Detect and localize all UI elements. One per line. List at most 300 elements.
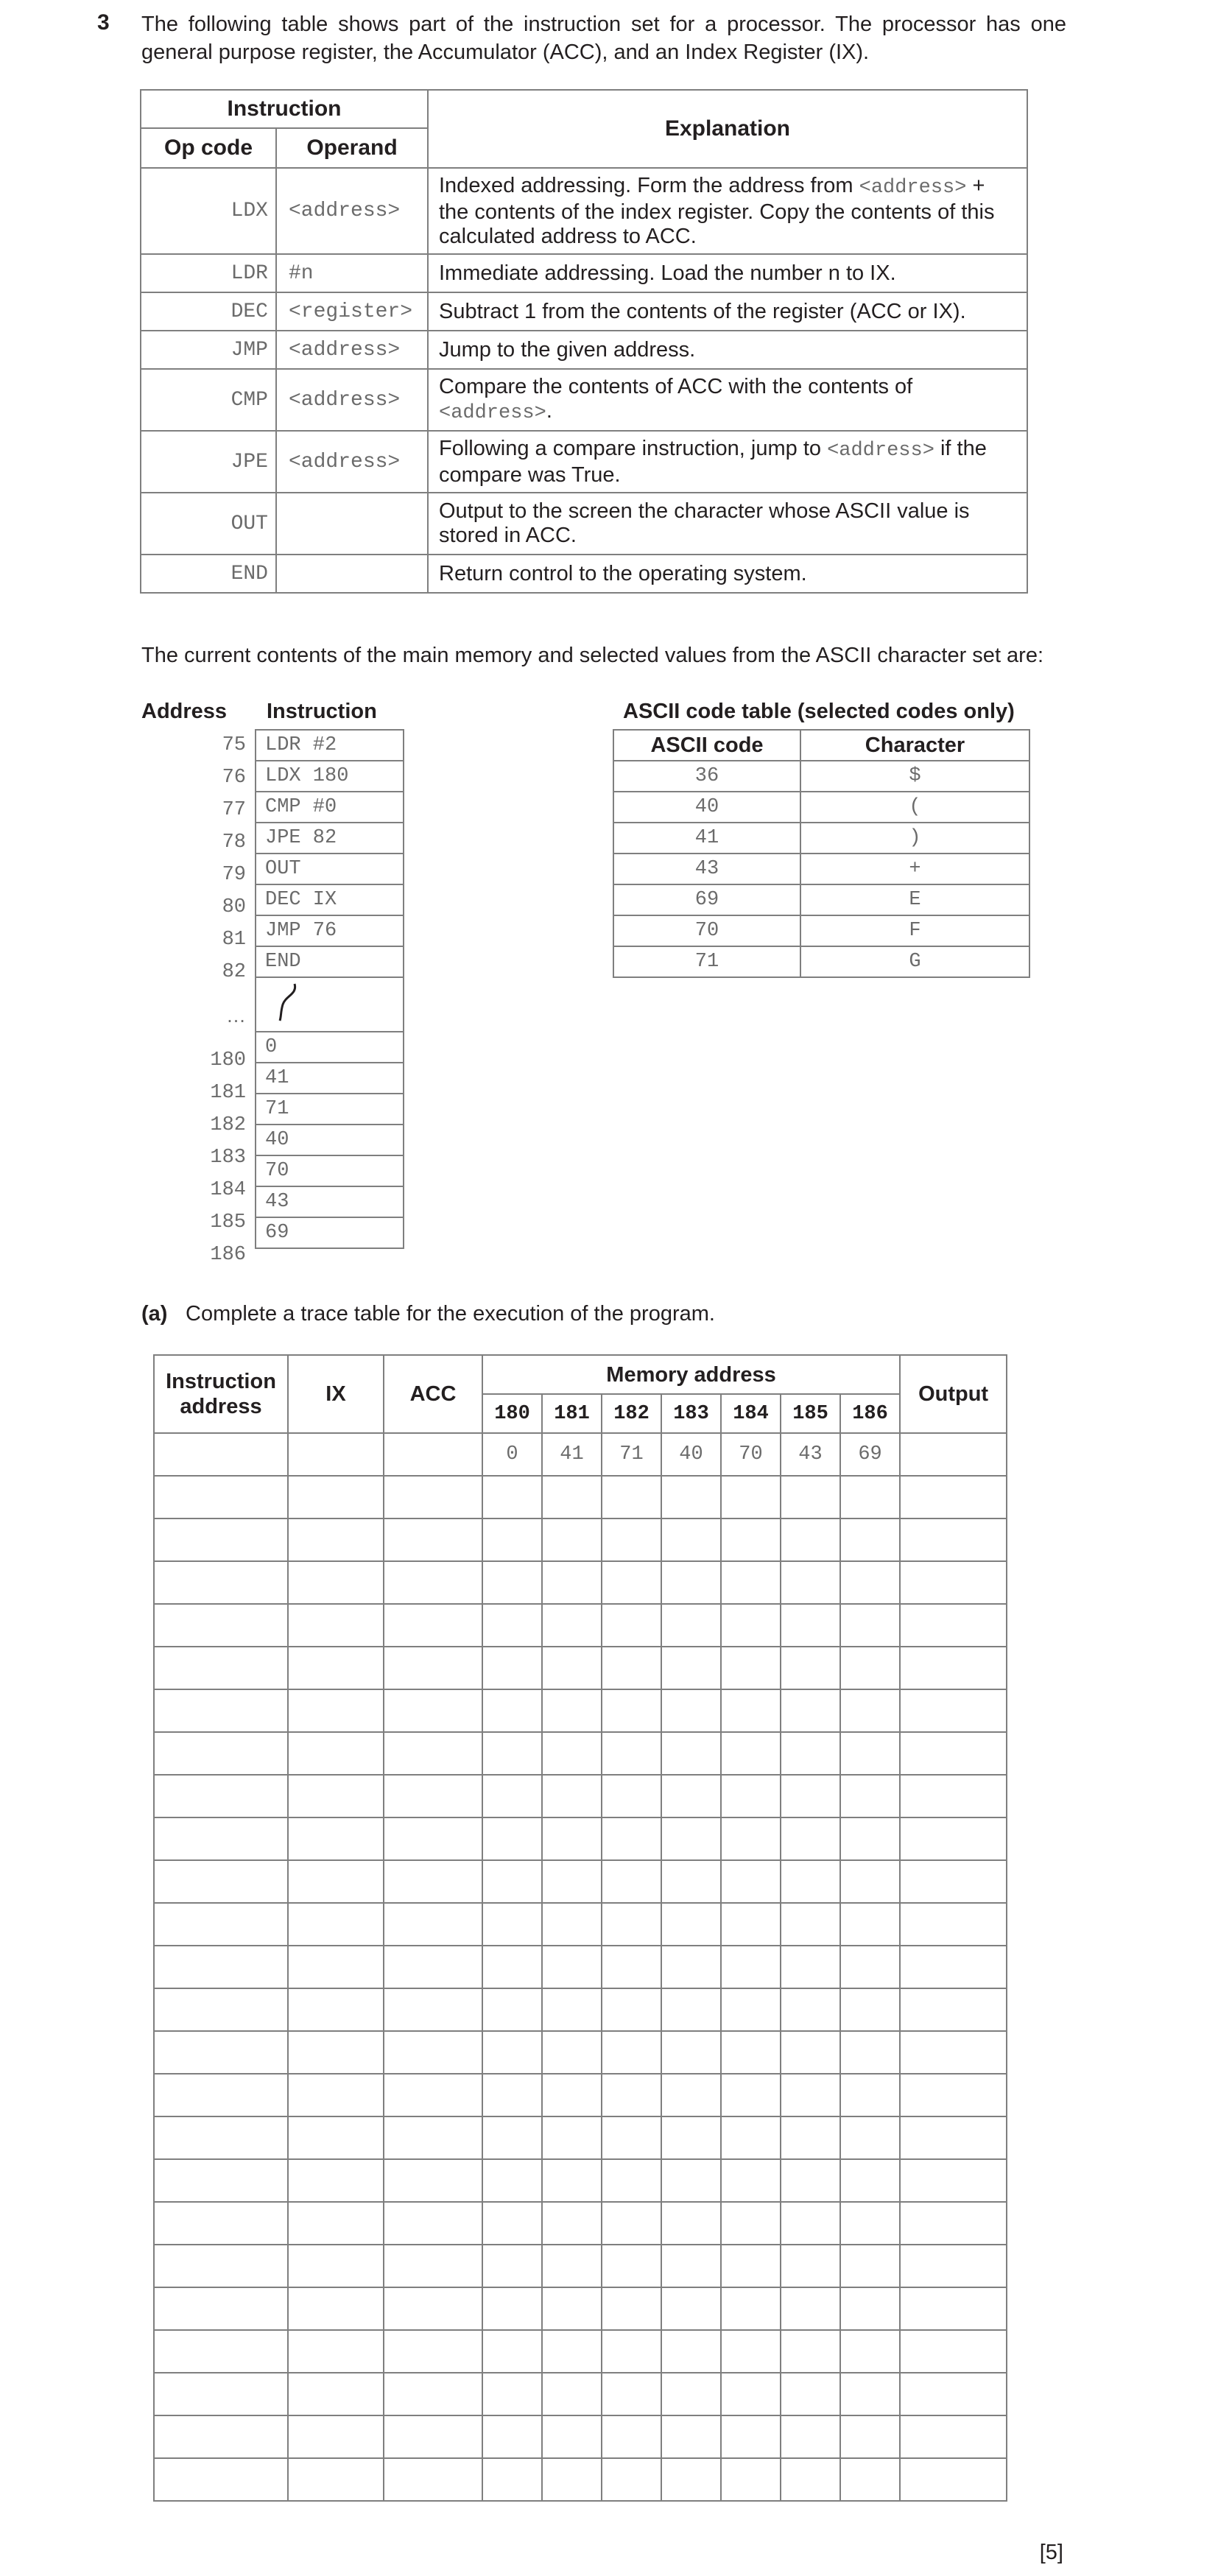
- trace-input-cell[interactable]: [482, 1561, 542, 1604]
- trace-input-cell[interactable]: [661, 2031, 721, 2074]
- trace-input-cell[interactable]: [288, 2458, 384, 2501]
- trace-input-cell[interactable]: [900, 1604, 1007, 1647]
- operand-cell: <address>: [276, 331, 428, 369]
- trace-input-cell[interactable]: [900, 1518, 1007, 1561]
- trace-input-cell[interactable]: [542, 1775, 602, 1817]
- trace-input-cell[interactable]: [154, 2458, 288, 2501]
- trace-input-cell[interactable]: [602, 2074, 661, 2116]
- trace-input-cell[interactable]: [721, 1946, 781, 1988]
- trace-input-cell[interactable]: [542, 1518, 602, 1561]
- trace-input-cell[interactable]: [154, 1476, 288, 1518]
- trace-input-cell[interactable]: [154, 1689, 288, 1732]
- trace-input-cell[interactable]: [721, 1860, 781, 1903]
- trace-input-cell[interactable]: [384, 1946, 482, 1988]
- trace-input-cell[interactable]: [900, 2330, 1007, 2373]
- trace-input-cell[interactable]: [482, 1903, 542, 1946]
- trace-input-cell[interactable]: [602, 2415, 661, 2458]
- trace-input-cell[interactable]: [384, 2458, 482, 2501]
- trace-input-cell[interactable]: [154, 1561, 288, 1604]
- trace-input-cell[interactable]: [781, 1476, 840, 1518]
- explanation-text: Output to the screen the character whose ASCII value is stored in ACC.: [439, 499, 970, 547]
- trace-input-cell[interactable]: [661, 1860, 721, 1903]
- trace-input-cell[interactable]: [721, 1689, 781, 1732]
- trace-input-cell[interactable]: [384, 2330, 482, 2373]
- trace-input-cell[interactable]: [542, 1647, 602, 1689]
- trace-input-cell[interactable]: [482, 2373, 542, 2415]
- trace-input-cell[interactable]: [384, 2287, 482, 2330]
- trace-input-cell[interactable]: [288, 1518, 384, 1561]
- trace-input-cell[interactable]: [288, 1604, 384, 1647]
- trace-input-cell[interactable]: [602, 2373, 661, 2415]
- memory-address-label: 186: [210, 1244, 246, 1266]
- memory-address-label: …: [226, 1004, 246, 1027]
- trace-input-cell[interactable]: [602, 1817, 661, 1860]
- trace-input-cell[interactable]: [721, 2415, 781, 2458]
- trace-input-cell[interactable]: [288, 1903, 384, 1946]
- trace-input-cell[interactable]: [154, 2116, 288, 2159]
- trace-input-cell[interactable]: [840, 1903, 900, 1946]
- trace-input-cell[interactable]: [542, 2031, 602, 2074]
- trace-input-cell[interactable]: [661, 1518, 721, 1561]
- trace-input-cell[interactable]: [840, 1647, 900, 1689]
- ascii-code-cell: 41: [613, 823, 800, 854]
- memory-row: [256, 1186, 404, 1217]
- memory-row: [256, 1063, 404, 1094]
- trace-input-cell[interactable]: [154, 2330, 288, 2373]
- trace-input-cell[interactable]: [288, 2330, 384, 2373]
- trace-input-cell[interactable]: [781, 1903, 840, 1946]
- ascii-table-title: ASCII code table (selected codes only): [623, 700, 1015, 723]
- trace-input-cell[interactable]: [840, 1518, 900, 1561]
- trace-input-cell[interactable]: [781, 2330, 840, 2373]
- trace-input-cell[interactable]: [542, 1860, 602, 1903]
- trace-input-cell[interactable]: [154, 1817, 288, 1860]
- trace-input-cell[interactable]: [781, 1647, 840, 1689]
- trace-row: [154, 1689, 1007, 1732]
- trace-input-cell[interactable]: [482, 2159, 542, 2202]
- trace-input-cell[interactable]: [721, 1903, 781, 1946]
- trace-input-cell[interactable]: [384, 1518, 482, 1561]
- trace-input-cell[interactable]: [384, 2031, 482, 2074]
- trace-input-cell[interactable]: [482, 2458, 542, 2501]
- trace-input-cell[interactable]: [900, 2031, 1007, 2074]
- trace-input-cell[interactable]: [542, 1476, 602, 1518]
- trace-input-cell[interactable]: [288, 1689, 384, 1732]
- trace-input-cell[interactable]: [482, 1604, 542, 1647]
- trace-input-cell[interactable]: [781, 2458, 840, 2501]
- operand-cell: <register>: [276, 292, 428, 331]
- trace-input-cell[interactable]: [602, 2458, 661, 2501]
- trace-input-cell[interactable]: [384, 2373, 482, 2415]
- trace-input-cell[interactable]: [542, 1561, 602, 1604]
- trace-input-cell[interactable]: [900, 2074, 1007, 2116]
- trace-input-cell[interactable]: [661, 1775, 721, 1817]
- trace-input-cell[interactable]: [602, 2287, 661, 2330]
- trace-input-cell[interactable]: [840, 1732, 900, 1775]
- trace-input-cell[interactable]: [661, 2330, 721, 2373]
- trace-input-cell[interactable]: [602, 2330, 661, 2373]
- trace-input-cell[interactable]: [840, 1561, 900, 1604]
- trace-input-cell[interactable]: [384, 1433, 482, 1476]
- trace-input-cell[interactable]: [154, 1946, 288, 1988]
- trace-input-cell[interactable]: [288, 2287, 384, 2330]
- trace-input-cell[interactable]: [900, 2415, 1007, 2458]
- trace-input-cell[interactable]: [840, 2458, 900, 2501]
- trace-input-cell[interactable]: [661, 1903, 721, 1946]
- trace-input-cell[interactable]: [900, 2458, 1007, 2501]
- trace-input-cell[interactable]: [154, 1604, 288, 1647]
- explanation-cell: [428, 555, 1027, 593]
- trace-input-cell[interactable]: [482, 1946, 542, 1988]
- trace-input-cell[interactable]: [900, 1689, 1007, 1732]
- trace-input-cell[interactable]: [602, 1476, 661, 1518]
- trace-input-cell[interactable]: [482, 2245, 542, 2287]
- trace-input-cell[interactable]: [661, 2245, 721, 2287]
- memory-content-cell: DEC IX: [256, 884, 404, 915]
- trace-input-cell[interactable]: [661, 2287, 721, 2330]
- trace-input-cell[interactable]: [661, 2159, 721, 2202]
- trace-input-cell[interactable]: [661, 2415, 721, 2458]
- trace-input-cell[interactable]: [542, 1988, 602, 2031]
- trace-input-cell[interactable]: [900, 2159, 1007, 2202]
- trace-input-cell[interactable]: [542, 1903, 602, 1946]
- trace-input-cell[interactable]: [781, 1988, 840, 2031]
- trace-input-cell[interactable]: [602, 1689, 661, 1732]
- trace-input-cell[interactable]: [661, 1732, 721, 1775]
- memory-address-label: 77: [222, 799, 246, 821]
- trace-input-cell[interactable]: [542, 1817, 602, 1860]
- operand-cell: <address>: [276, 431, 428, 493]
- trace-input-cell[interactable]: [384, 1775, 482, 1817]
- trace-input-cell[interactable]: [781, 2245, 840, 2287]
- trace-input-cell[interactable]: [542, 1604, 602, 1647]
- trace-input-cell[interactable]: [482, 1689, 542, 1732]
- trace-input-cell[interactable]: [840, 2373, 900, 2415]
- trace-input-cell[interactable]: [602, 2116, 661, 2159]
- trace-input-cell[interactable]: [721, 1604, 781, 1647]
- trace-input-cell[interactable]: [661, 2373, 721, 2415]
- trace-input-cell[interactable]: [721, 1561, 781, 1604]
- trace-input-cell[interactable]: [781, 1732, 840, 1775]
- trace-input-cell[interactable]: [840, 1476, 900, 1518]
- trace-input-cell[interactable]: [781, 1604, 840, 1647]
- trace-input-cell[interactable]: [602, 1988, 661, 2031]
- trace-input-cell[interactable]: [602, 1946, 661, 1988]
- trace-input-cell[interactable]: [542, 2202, 602, 2245]
- trace-input-cell[interactable]: [781, 2373, 840, 2415]
- trace-input-cell[interactable]: [542, 2116, 602, 2159]
- trace-input-cell[interactable]: [384, 2245, 482, 2287]
- trace-input-cell[interactable]: [781, 2074, 840, 2116]
- trace-input-cell[interactable]: [840, 1604, 900, 1647]
- trace-input-cell[interactable]: [602, 1604, 661, 1647]
- trace-input-cell[interactable]: [154, 1903, 288, 1946]
- trace-input-cell[interactable]: [384, 1689, 482, 1732]
- trace-input-cell[interactable]: [900, 1476, 1007, 1518]
- trace-input-cell[interactable]: [781, 1817, 840, 1860]
- trace-input-cell[interactable]: [602, 1647, 661, 1689]
- trace-input-cell[interactable]: [781, 1775, 840, 1817]
- trace-input-cell[interactable]: [900, 2287, 1007, 2330]
- trace-input-cell[interactable]: [781, 2415, 840, 2458]
- trace-input-cell[interactable]: [661, 1647, 721, 1689]
- trace-input-cell[interactable]: [661, 1689, 721, 1732]
- trace-input-cell[interactable]: [384, 1647, 482, 1689]
- trace-input-cell[interactable]: [602, 1561, 661, 1604]
- trace-input-cell[interactable]: [721, 2287, 781, 2330]
- trace-input-cell[interactable]: [840, 2031, 900, 2074]
- trace-input-cell[interactable]: [384, 2074, 482, 2116]
- trace-input-cell[interactable]: [721, 1732, 781, 1775]
- trace-input-cell[interactable]: [288, 1433, 384, 1476]
- trace-input-cell[interactable]: [721, 1988, 781, 2031]
- trace-input-cell[interactable]: [721, 2074, 781, 2116]
- trace-input-cell[interactable]: [288, 1860, 384, 1903]
- trace-input-cell[interactable]: [661, 1817, 721, 1860]
- trace-input-cell[interactable]: [288, 1946, 384, 1988]
- trace-input-cell[interactable]: [602, 1775, 661, 1817]
- trace-input-cell[interactable]: [288, 2202, 384, 2245]
- trace-input-cell[interactable]: [482, 1775, 542, 1817]
- opcode-header: Op code: [141, 128, 276, 168]
- trace-input-cell[interactable]: [542, 2330, 602, 2373]
- trace-input-cell[interactable]: [661, 2116, 721, 2159]
- trace-input-cell[interactable]: [542, 1689, 602, 1732]
- trace-input-cell[interactable]: [781, 2159, 840, 2202]
- trace-input-cell[interactable]: [840, 2159, 900, 2202]
- trace-input-cell[interactable]: [840, 2116, 900, 2159]
- trace-input-cell[interactable]: [154, 1860, 288, 1903]
- trace-input-cell[interactable]: [384, 1988, 482, 2031]
- trace-input-cell[interactable]: [154, 1518, 288, 1561]
- trace-input-cell[interactable]: [154, 2159, 288, 2202]
- trace-input-cell[interactable]: [781, 1561, 840, 1604]
- trace-input-cell[interactable]: [154, 1732, 288, 1775]
- trace-input-cell[interactable]: [154, 2287, 288, 2330]
- trace-input-cell[interactable]: [721, 2116, 781, 2159]
- trace-input-cell[interactable]: [482, 1647, 542, 1689]
- trace-input-cell[interactable]: [482, 1817, 542, 1860]
- trace-input-cell[interactable]: [781, 1946, 840, 1988]
- trace-input-cell[interactable]: [900, 1647, 1007, 1689]
- trace-input-cell[interactable]: [781, 1689, 840, 1732]
- trace-input-cell[interactable]: [288, 2415, 384, 2458]
- trace-input-cell[interactable]: [661, 1604, 721, 1647]
- trace-input-cell[interactable]: [661, 2074, 721, 2116]
- trace-row: [154, 1476, 1007, 1518]
- trace-input-cell[interactable]: [721, 1817, 781, 1860]
- trace-input-cell[interactable]: [288, 1988, 384, 2031]
- trace-input-cell[interactable]: [840, 1817, 900, 1860]
- trace-input-cell[interactable]: [288, 1647, 384, 1689]
- trace-input-cell[interactable]: [384, 1476, 482, 1518]
- trace-input-cell[interactable]: [840, 2415, 900, 2458]
- trace-input-cell[interactable]: [721, 1476, 781, 1518]
- trace-input-cell[interactable]: [602, 1732, 661, 1775]
- trace-input-cell[interactable]: [840, 1860, 900, 1903]
- trace-input-cell[interactable]: [482, 1476, 542, 1518]
- trace-input-cell[interactable]: [721, 2458, 781, 2501]
- trace-input-cell[interactable]: [154, 1433, 288, 1476]
- trace-input-cell[interactable]: [840, 1775, 900, 1817]
- trace-input-cell[interactable]: [542, 1946, 602, 1988]
- trace-input-cell[interactable]: [840, 2287, 900, 2330]
- trace-input-cell[interactable]: [602, 2245, 661, 2287]
- trace-input-cell[interactable]: [661, 1561, 721, 1604]
- trace-input-cell[interactable]: [482, 2031, 542, 2074]
- memory-address-label: 185: [210, 1211, 246, 1234]
- trace-input-cell[interactable]: [900, 1946, 1007, 1988]
- trace-input-cell[interactable]: [384, 1732, 482, 1775]
- trace-input-cell[interactable]: [482, 2074, 542, 2116]
- trace-input-cell[interactable]: [781, 2116, 840, 2159]
- trace-input-cell[interactable]: [900, 2116, 1007, 2159]
- trace-input-cell[interactable]: [661, 1476, 721, 1518]
- trace-input-cell[interactable]: [288, 2159, 384, 2202]
- trace-input-cell[interactable]: [900, 1775, 1007, 1817]
- trace-input-cell[interactable]: [288, 1817, 384, 1860]
- trace-input-cell[interactable]: [721, 1518, 781, 1561]
- trace-input-cell[interactable]: [154, 2245, 288, 2287]
- trace-input-cell[interactable]: [602, 2159, 661, 2202]
- memory-break-cell: [256, 977, 404, 1032]
- trace-input-cell[interactable]: [900, 1732, 1007, 1775]
- trace-input-cell[interactable]: [288, 1732, 384, 1775]
- trace-input-cell[interactable]: [900, 1433, 1007, 1476]
- memory-row: [256, 1217, 404, 1248]
- trace-input-cell[interactable]: [661, 1988, 721, 2031]
- trace-input-cell[interactable]: [781, 1860, 840, 1903]
- trace-input-cell[interactable]: [900, 2373, 1007, 2415]
- ascii-row: [613, 854, 1029, 884]
- trace-input-cell[interactable]: [482, 2116, 542, 2159]
- trace-initial-value-cell: 43: [781, 1433, 840, 1476]
- trace-input-cell[interactable]: [542, 2458, 602, 2501]
- trace-input-cell[interactable]: [840, 2330, 900, 2373]
- trace-input-cell[interactable]: [482, 2287, 542, 2330]
- trace-input-cell[interactable]: [602, 2202, 661, 2245]
- trace-input-cell[interactable]: [154, 1775, 288, 1817]
- trace-input-cell[interactable]: [900, 1903, 1007, 1946]
- trace-input-cell[interactable]: [661, 2202, 721, 2245]
- memory-content-cell: 0: [256, 1032, 404, 1063]
- trace-input-cell[interactable]: [384, 2159, 482, 2202]
- trace-row: [154, 2458, 1007, 2501]
- trace-input-cell[interactable]: [154, 2373, 288, 2415]
- trace-input-cell[interactable]: [900, 1561, 1007, 1604]
- trace-input-cell[interactable]: [384, 2202, 482, 2245]
- trace-input-cell[interactable]: [900, 1988, 1007, 2031]
- trace-input-cell[interactable]: [840, 2202, 900, 2245]
- trace-input-cell[interactable]: [840, 1689, 900, 1732]
- trace-input-cell[interactable]: [154, 1988, 288, 2031]
- trace-input-cell[interactable]: [542, 2074, 602, 2116]
- trace-input-cell[interactable]: [542, 2287, 602, 2330]
- trace-input-cell[interactable]: [288, 2116, 384, 2159]
- trace-input-cell[interactable]: [384, 1860, 482, 1903]
- trace-input-cell[interactable]: [840, 2074, 900, 2116]
- trace-input-cell[interactable]: [154, 2202, 288, 2245]
- trace-row: [154, 1860, 1007, 1903]
- trace-input-cell[interactable]: [288, 2074, 384, 2116]
- trace-input-cell[interactable]: [288, 1561, 384, 1604]
- trace-input-cell[interactable]: [482, 1988, 542, 2031]
- trace-input-cell[interactable]: [482, 2330, 542, 2373]
- trace-input-cell[interactable]: [288, 1476, 384, 1518]
- trace-input-cell[interactable]: [288, 2245, 384, 2287]
- trace-input-cell[interactable]: [542, 2245, 602, 2287]
- trace-input-cell[interactable]: [721, 2202, 781, 2245]
- trace-input-cell[interactable]: [482, 2415, 542, 2458]
- trace-input-cell[interactable]: [384, 1604, 482, 1647]
- trace-input-cell[interactable]: [781, 2031, 840, 2074]
- trace-input-cell[interactable]: [721, 1647, 781, 1689]
- trace-input-cell[interactable]: [384, 1817, 482, 1860]
- trace-input-cell[interactable]: [542, 2373, 602, 2415]
- trace-input-cell[interactable]: [602, 1518, 661, 1561]
- trace-input-cell[interactable]: [384, 2116, 482, 2159]
- trace-input-cell[interactable]: [154, 1647, 288, 1689]
- trace-input-cell[interactable]: [384, 1903, 482, 1946]
- trace-input-cell[interactable]: [721, 2373, 781, 2415]
- trace-input-cell[interactable]: [781, 2202, 840, 2245]
- trace-input-cell[interactable]: [154, 2415, 288, 2458]
- trace-input-cell[interactable]: [661, 2458, 721, 2501]
- trace-input-cell[interactable]: [288, 2373, 384, 2415]
- memory-row: [256, 1032, 404, 1063]
- trace-input-cell[interactable]: [602, 1860, 661, 1903]
- trace-input-cell[interactable]: [542, 2415, 602, 2458]
- trace-input-cell[interactable]: [781, 2287, 840, 2330]
- trace-input-cell[interactable]: [900, 1817, 1007, 1860]
- trace-input-cell[interactable]: [154, 2074, 288, 2116]
- trace-input-cell[interactable]: [900, 2245, 1007, 2287]
- trace-input-cell[interactable]: [781, 1518, 840, 1561]
- trace-input-cell[interactable]: [288, 2031, 384, 2074]
- ascii-row: [613, 915, 1029, 946]
- trace-input-cell[interactable]: [602, 1903, 661, 1946]
- trace-input-cell[interactable]: [384, 1561, 482, 1604]
- trace-input-cell[interactable]: [482, 1518, 542, 1561]
- trace-input-cell[interactable]: [721, 2159, 781, 2202]
- trace-input-cell[interactable]: [721, 1775, 781, 1817]
- trace-input-cell[interactable]: [288, 1775, 384, 1817]
- trace-input-cell[interactable]: [721, 2245, 781, 2287]
- trace-input-cell[interactable]: [482, 2202, 542, 2245]
- memory-row: [256, 977, 404, 1032]
- trace-input-cell[interactable]: [840, 1946, 900, 1988]
- trace-memory-address-header: 182: [602, 1394, 661, 1433]
- trace-input-cell[interactable]: [721, 2031, 781, 2074]
- trace-row: [154, 2159, 1007, 2202]
- trace-input-cell[interactable]: [384, 2415, 482, 2458]
- trace-input-cell[interactable]: [900, 2202, 1007, 2245]
- trace-input-cell[interactable]: [482, 1732, 542, 1775]
- memory-intro-text: The current contents of the main memory and selected values from the ASCII character set are:: [141, 644, 1044, 667]
- trace-input-cell[interactable]: [154, 2031, 288, 2074]
- trace-input-cell[interactable]: [542, 2159, 602, 2202]
- trace-input-cell[interactable]: [721, 2330, 781, 2373]
- trace-row: [154, 1775, 1007, 1817]
- trace-input-cell[interactable]: [482, 1860, 542, 1903]
- trace-input-cell[interactable]: [542, 1732, 602, 1775]
- trace-input-cell[interactable]: [840, 1988, 900, 2031]
- trace-input-cell[interactable]: [661, 1946, 721, 1988]
- instruction-row: [141, 369, 1027, 431]
- trace-input-cell[interactable]: [602, 2031, 661, 2074]
- trace-input-cell[interactable]: [840, 2245, 900, 2287]
- trace-input-cell[interactable]: [900, 1860, 1007, 1903]
